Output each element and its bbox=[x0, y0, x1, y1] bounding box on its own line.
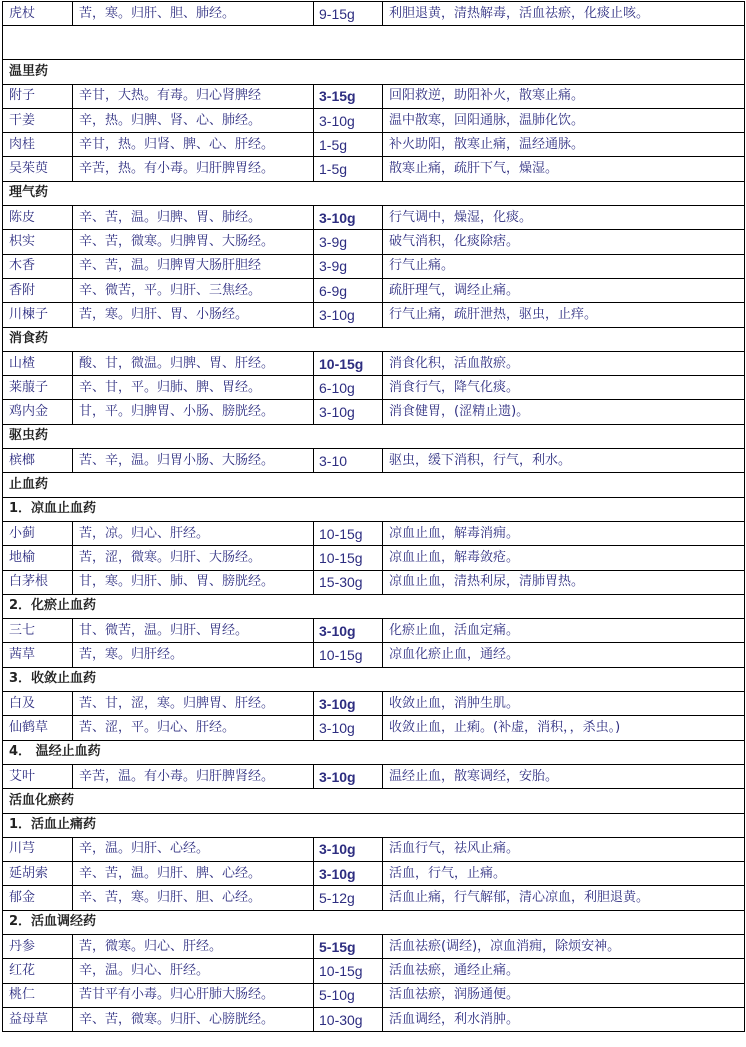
herb-row bbox=[3, 449, 745, 473]
herb-row bbox=[3, 157, 745, 181]
herb-dose: 3-10g bbox=[314, 837, 383, 861]
herb-name: 小蓟 bbox=[3, 521, 73, 545]
herb-name: 干姜 bbox=[3, 108, 73, 132]
herb-row bbox=[3, 764, 745, 788]
herb-effect: 活血，行气，止痛。 bbox=[383, 862, 745, 886]
herb-row bbox=[3, 1007, 745, 1031]
herb-effect: 活血行气，祛风止痛。 bbox=[383, 837, 745, 861]
herb-name: 香附 bbox=[3, 278, 73, 302]
section-header-row bbox=[3, 497, 745, 521]
herb-effect: 温中散寒，回阳通脉，温肺化饮。 bbox=[383, 108, 745, 132]
herb-dose: 10-30g bbox=[314, 1007, 383, 1031]
section-header-row bbox=[3, 910, 745, 934]
herb-name: 延胡索 bbox=[3, 862, 73, 886]
herb-property: 辛、苦，温。归脾、胃、肺经。 bbox=[73, 206, 314, 230]
herb-dose: 3-9g bbox=[314, 254, 383, 278]
herb-effect: 消食健胃，(涩精止遗)。 bbox=[383, 400, 745, 424]
herb-effect: 散寒止痛，疏肝下气，燥湿。 bbox=[383, 157, 745, 181]
section-header-row bbox=[3, 667, 745, 691]
herb-name: 丹参 bbox=[3, 934, 73, 958]
herb-row bbox=[3, 716, 745, 740]
herb-dose: 3-10g bbox=[314, 108, 383, 132]
herb-property: 甘，平。归脾胃、小肠、膀胱经。 bbox=[73, 400, 314, 424]
herb-effect: 疏肝理气，调经止痛。 bbox=[383, 278, 745, 302]
herb-dose: 10-15g bbox=[314, 351, 383, 375]
herb-row bbox=[3, 84, 745, 108]
herb-row bbox=[3, 230, 745, 254]
herb-name: 川楝子 bbox=[3, 303, 73, 327]
herb-dose: 5-15g bbox=[314, 934, 383, 958]
herb-name: 仙鹤草 bbox=[3, 716, 73, 740]
herb-effect: 活血调经，利水消肿。 bbox=[383, 1007, 745, 1031]
herb-dose: 15-30g bbox=[314, 570, 383, 594]
herb-row bbox=[3, 376, 745, 400]
section-title: 4． 温经止血药 bbox=[3, 740, 745, 764]
herb-dose: 1-5g bbox=[314, 133, 383, 157]
herb-effect: 凉血止血，清热利尿，清肺胃热。 bbox=[383, 570, 745, 594]
herb-effect: 化瘀止血，活血定痛。 bbox=[383, 619, 745, 643]
herb-effect: 活血祛瘀，润肠通便。 bbox=[383, 983, 745, 1007]
herb-property: 辛、甘，平。归肺、脾、胃经。 bbox=[73, 376, 314, 400]
herb-dose: 3-10g bbox=[314, 764, 383, 788]
herb-dose: 3-10g bbox=[314, 303, 383, 327]
herb-effect: 破气消积，化痰除痞。 bbox=[383, 230, 745, 254]
herb-property: 苦，微寒。归心、肝经。 bbox=[73, 934, 314, 958]
section-header-row bbox=[3, 181, 745, 205]
herb-name: 桃仁 bbox=[3, 983, 73, 1007]
herb-effect: 凉血化瘀止血，通经。 bbox=[383, 643, 745, 667]
section-header-row bbox=[3, 813, 745, 837]
herb-name: 三七 bbox=[3, 619, 73, 643]
herb-property: 辛甘，热。归肾、脾、心、肝经。 bbox=[73, 133, 314, 157]
herb-effect: 收敛止血，止痢。(补虚，消积，，杀虫。) bbox=[383, 716, 745, 740]
herb-row bbox=[3, 278, 745, 302]
herb-name: 莱菔子 bbox=[3, 376, 73, 400]
herb-name: 陈皮 bbox=[3, 206, 73, 230]
herb-row bbox=[3, 400, 745, 424]
herb-property: 苦，寒。归肝、胃、小肠经。 bbox=[73, 303, 314, 327]
herb-name: 川芎 bbox=[3, 837, 73, 861]
herb-row bbox=[3, 692, 745, 716]
herb-row bbox=[3, 837, 745, 861]
herb-name: 艾叶 bbox=[3, 764, 73, 788]
section-header-row bbox=[3, 424, 745, 448]
herb-row bbox=[3, 133, 745, 157]
section-title: 1．凉血止血药 bbox=[3, 497, 745, 521]
herb-name: 山楂 bbox=[3, 351, 73, 375]
herb-effect: 利胆退黄，清热解毒，活血祛瘀，化痰止咳。 bbox=[383, 2, 745, 26]
herb-effect: 凉血止血，解毒消痈。 bbox=[383, 521, 745, 545]
herb-dose: 5-10g bbox=[314, 983, 383, 1007]
herb-dose: 10-15g bbox=[314, 959, 383, 983]
herb-property: 苦，涩，微寒。归肝、大肠经。 bbox=[73, 546, 314, 570]
section-title: 止血药 bbox=[3, 473, 745, 497]
herb-property: 苦、甘，涩，寒。归脾胃、肝经。 bbox=[73, 692, 314, 716]
herb-name: 白茅根 bbox=[3, 570, 73, 594]
herb-row bbox=[3, 886, 745, 910]
herb-dose: 10-15g bbox=[314, 643, 383, 667]
herb-property: 辛，温。归心、肝经。 bbox=[73, 959, 314, 983]
herb-property: 苦，凉。归心、肝经。 bbox=[73, 521, 314, 545]
herb-property: 辛、苦，微寒。归脾胃、大肠经。 bbox=[73, 230, 314, 254]
herb-property: 辛苦，热。有小毒。归肝脾胃经。 bbox=[73, 157, 314, 181]
herb-name: 枳实 bbox=[3, 230, 73, 254]
herb-dose: 3-10 bbox=[314, 449, 383, 473]
section-title: 消食药 bbox=[3, 327, 745, 351]
herb-effect: 行气止痛。 bbox=[383, 254, 745, 278]
herb-dose: 6-9g bbox=[314, 278, 383, 302]
section-header-row bbox=[3, 473, 745, 497]
herb-dose: 9-15g bbox=[314, 2, 383, 26]
herb-effect: 活血祛瘀，通经止痛。 bbox=[383, 959, 745, 983]
herb-property: 苦、涩，平。归心、肝经。 bbox=[73, 716, 314, 740]
herb-name: 红花 bbox=[3, 959, 73, 983]
herb-dose: 3-10g bbox=[314, 400, 383, 424]
herb-name: 茜草 bbox=[3, 643, 73, 667]
herb-property: 辛、苦，温。归肝、脾、心经。 bbox=[73, 862, 314, 886]
herb-property: 辛、苦，微寒。归肝、心膀胱经。 bbox=[73, 1007, 314, 1031]
herb-property: 苦，寒。归肝经。 bbox=[73, 643, 314, 667]
herb-name: 益母草 bbox=[3, 1007, 73, 1031]
herb-property: 苦甘平有小毒。归心肝肺大肠经。 bbox=[73, 983, 314, 1007]
section-header-row bbox=[3, 740, 745, 764]
herb-effect: 活血祛瘀(调经)，凉血消痈，除烦安神。 bbox=[383, 934, 745, 958]
herb-name: 木香 bbox=[3, 254, 73, 278]
herb-dose: 3-9g bbox=[314, 230, 383, 254]
herb-row bbox=[3, 862, 745, 886]
herb-property: 苦，寒。归肝、胆、肺经。 bbox=[73, 2, 314, 26]
herb-row bbox=[3, 959, 745, 983]
herb-property: 甘，寒。归肝、肺、胃、膀胱经。 bbox=[73, 570, 314, 594]
herb-name: 吴茱萸 bbox=[3, 157, 73, 181]
herb-effect: 驱虫，缓下消积，行气，利水。 bbox=[383, 449, 745, 473]
herb-dose: 3-10g bbox=[314, 862, 383, 886]
herb-name: 附子 bbox=[3, 84, 73, 108]
blank-row bbox=[3, 26, 745, 60]
herb-dose: 10-15g bbox=[314, 546, 383, 570]
herb-row bbox=[3, 108, 745, 132]
herb-effect: 行气调中，燥湿，化痰。 bbox=[383, 206, 745, 230]
herb-row bbox=[3, 546, 745, 570]
herb-property: 辛、苦，寒。归肝、胆、心经。 bbox=[73, 886, 314, 910]
herb-property: 辛苦，温。有小毒。归肝脾肾经。 bbox=[73, 764, 314, 788]
herb-effect: 补火助阳，散寒止痛，温经通脉。 bbox=[383, 133, 745, 157]
herb-effect: 回阳救逆，助阳补火，散寒止痛。 bbox=[383, 84, 745, 108]
herb-row bbox=[3, 934, 745, 958]
herb-name: 白及 bbox=[3, 692, 73, 716]
section-header-row bbox=[3, 327, 745, 351]
herb-row bbox=[3, 521, 745, 545]
herb-row bbox=[3, 303, 745, 327]
herb-row bbox=[3, 254, 745, 278]
herb-property: 辛甘，大热。有毒。归心肾脾经 bbox=[73, 84, 314, 108]
herb-property: 苦、辛，温。归胃小肠、大肠经。 bbox=[73, 449, 314, 473]
section-title: 3．收敛止血药 bbox=[3, 667, 745, 691]
herb-effect: 收敛止血，消肿生肌。 bbox=[383, 692, 745, 716]
herb-dose: 3-10g bbox=[314, 206, 383, 230]
herb-row bbox=[3, 351, 745, 375]
section-title: 驱虫药 bbox=[3, 424, 745, 448]
herb-property: 辛，热。归脾、肾、心、肺经。 bbox=[73, 108, 314, 132]
herb-property: 辛、微苦，平。归肝、三焦经。 bbox=[73, 278, 314, 302]
herb-property: 辛、苦，温。归脾胃大肠肝胆经 bbox=[73, 254, 314, 278]
section-title: 温里药 bbox=[3, 60, 745, 84]
herb-effect: 行气止痛，疏肝泄热，驱虫，止痒。 bbox=[383, 303, 745, 327]
herb-name: 肉桂 bbox=[3, 133, 73, 157]
herb-name: 地榆 bbox=[3, 546, 73, 570]
section-header-row bbox=[3, 60, 745, 84]
section-title: 理气药 bbox=[3, 181, 745, 205]
section-header-row bbox=[3, 594, 745, 618]
herb-row bbox=[3, 570, 745, 594]
section-title: 1．活血止痛药 bbox=[3, 813, 745, 837]
section-title: 2．活血调经药 bbox=[3, 910, 745, 934]
herb-dose: 3-10g bbox=[314, 716, 383, 740]
herb-dose: 3-10g bbox=[314, 619, 383, 643]
herb-row bbox=[3, 2, 745, 26]
herb-dose: 5-12g bbox=[314, 886, 383, 910]
herb-effect: 温经止血，散寒调经，安胎。 bbox=[383, 764, 745, 788]
herb-name: 郁金 bbox=[3, 886, 73, 910]
herb-name: 鸡内金 bbox=[3, 400, 73, 424]
herb-row bbox=[3, 206, 745, 230]
herb-effect: 凉血止血，解毒敛疮。 bbox=[383, 546, 745, 570]
herb-property: 甘、微苦，温。归肝、胃经。 bbox=[73, 619, 314, 643]
herb-effect: 消食化积，活血散瘀。 bbox=[383, 351, 745, 375]
herb-property: 酸、甘，微温。归脾、胃、肝经。 bbox=[73, 351, 314, 375]
herb-dose: 10-15g bbox=[314, 521, 383, 545]
section-header-row bbox=[3, 789, 745, 813]
herb-name: 槟榔 bbox=[3, 449, 73, 473]
herb-effect: 消食行气，降气化痰。 bbox=[383, 376, 745, 400]
section-title: 2．化瘀止血药 bbox=[3, 594, 745, 618]
herb-property: 辛，温。归肝、心经。 bbox=[73, 837, 314, 861]
herb-dose: 1-5g bbox=[314, 157, 383, 181]
herb-row bbox=[3, 643, 745, 667]
herb-dose: 3-15g bbox=[314, 84, 383, 108]
section-title: 活血化瘀药 bbox=[3, 789, 745, 813]
herb-name: 虎杖 bbox=[3, 2, 73, 26]
herb-table bbox=[2, 1, 745, 1032]
herb-dose: 6-10g bbox=[314, 376, 383, 400]
blank-cell bbox=[3, 26, 745, 60]
herb-row bbox=[3, 983, 745, 1007]
herb-row bbox=[3, 619, 745, 643]
herb-dose: 3-10g bbox=[314, 692, 383, 716]
herb-effect: 活血止痛，行气解郁，清心凉血，利胆退黄。 bbox=[383, 886, 745, 910]
